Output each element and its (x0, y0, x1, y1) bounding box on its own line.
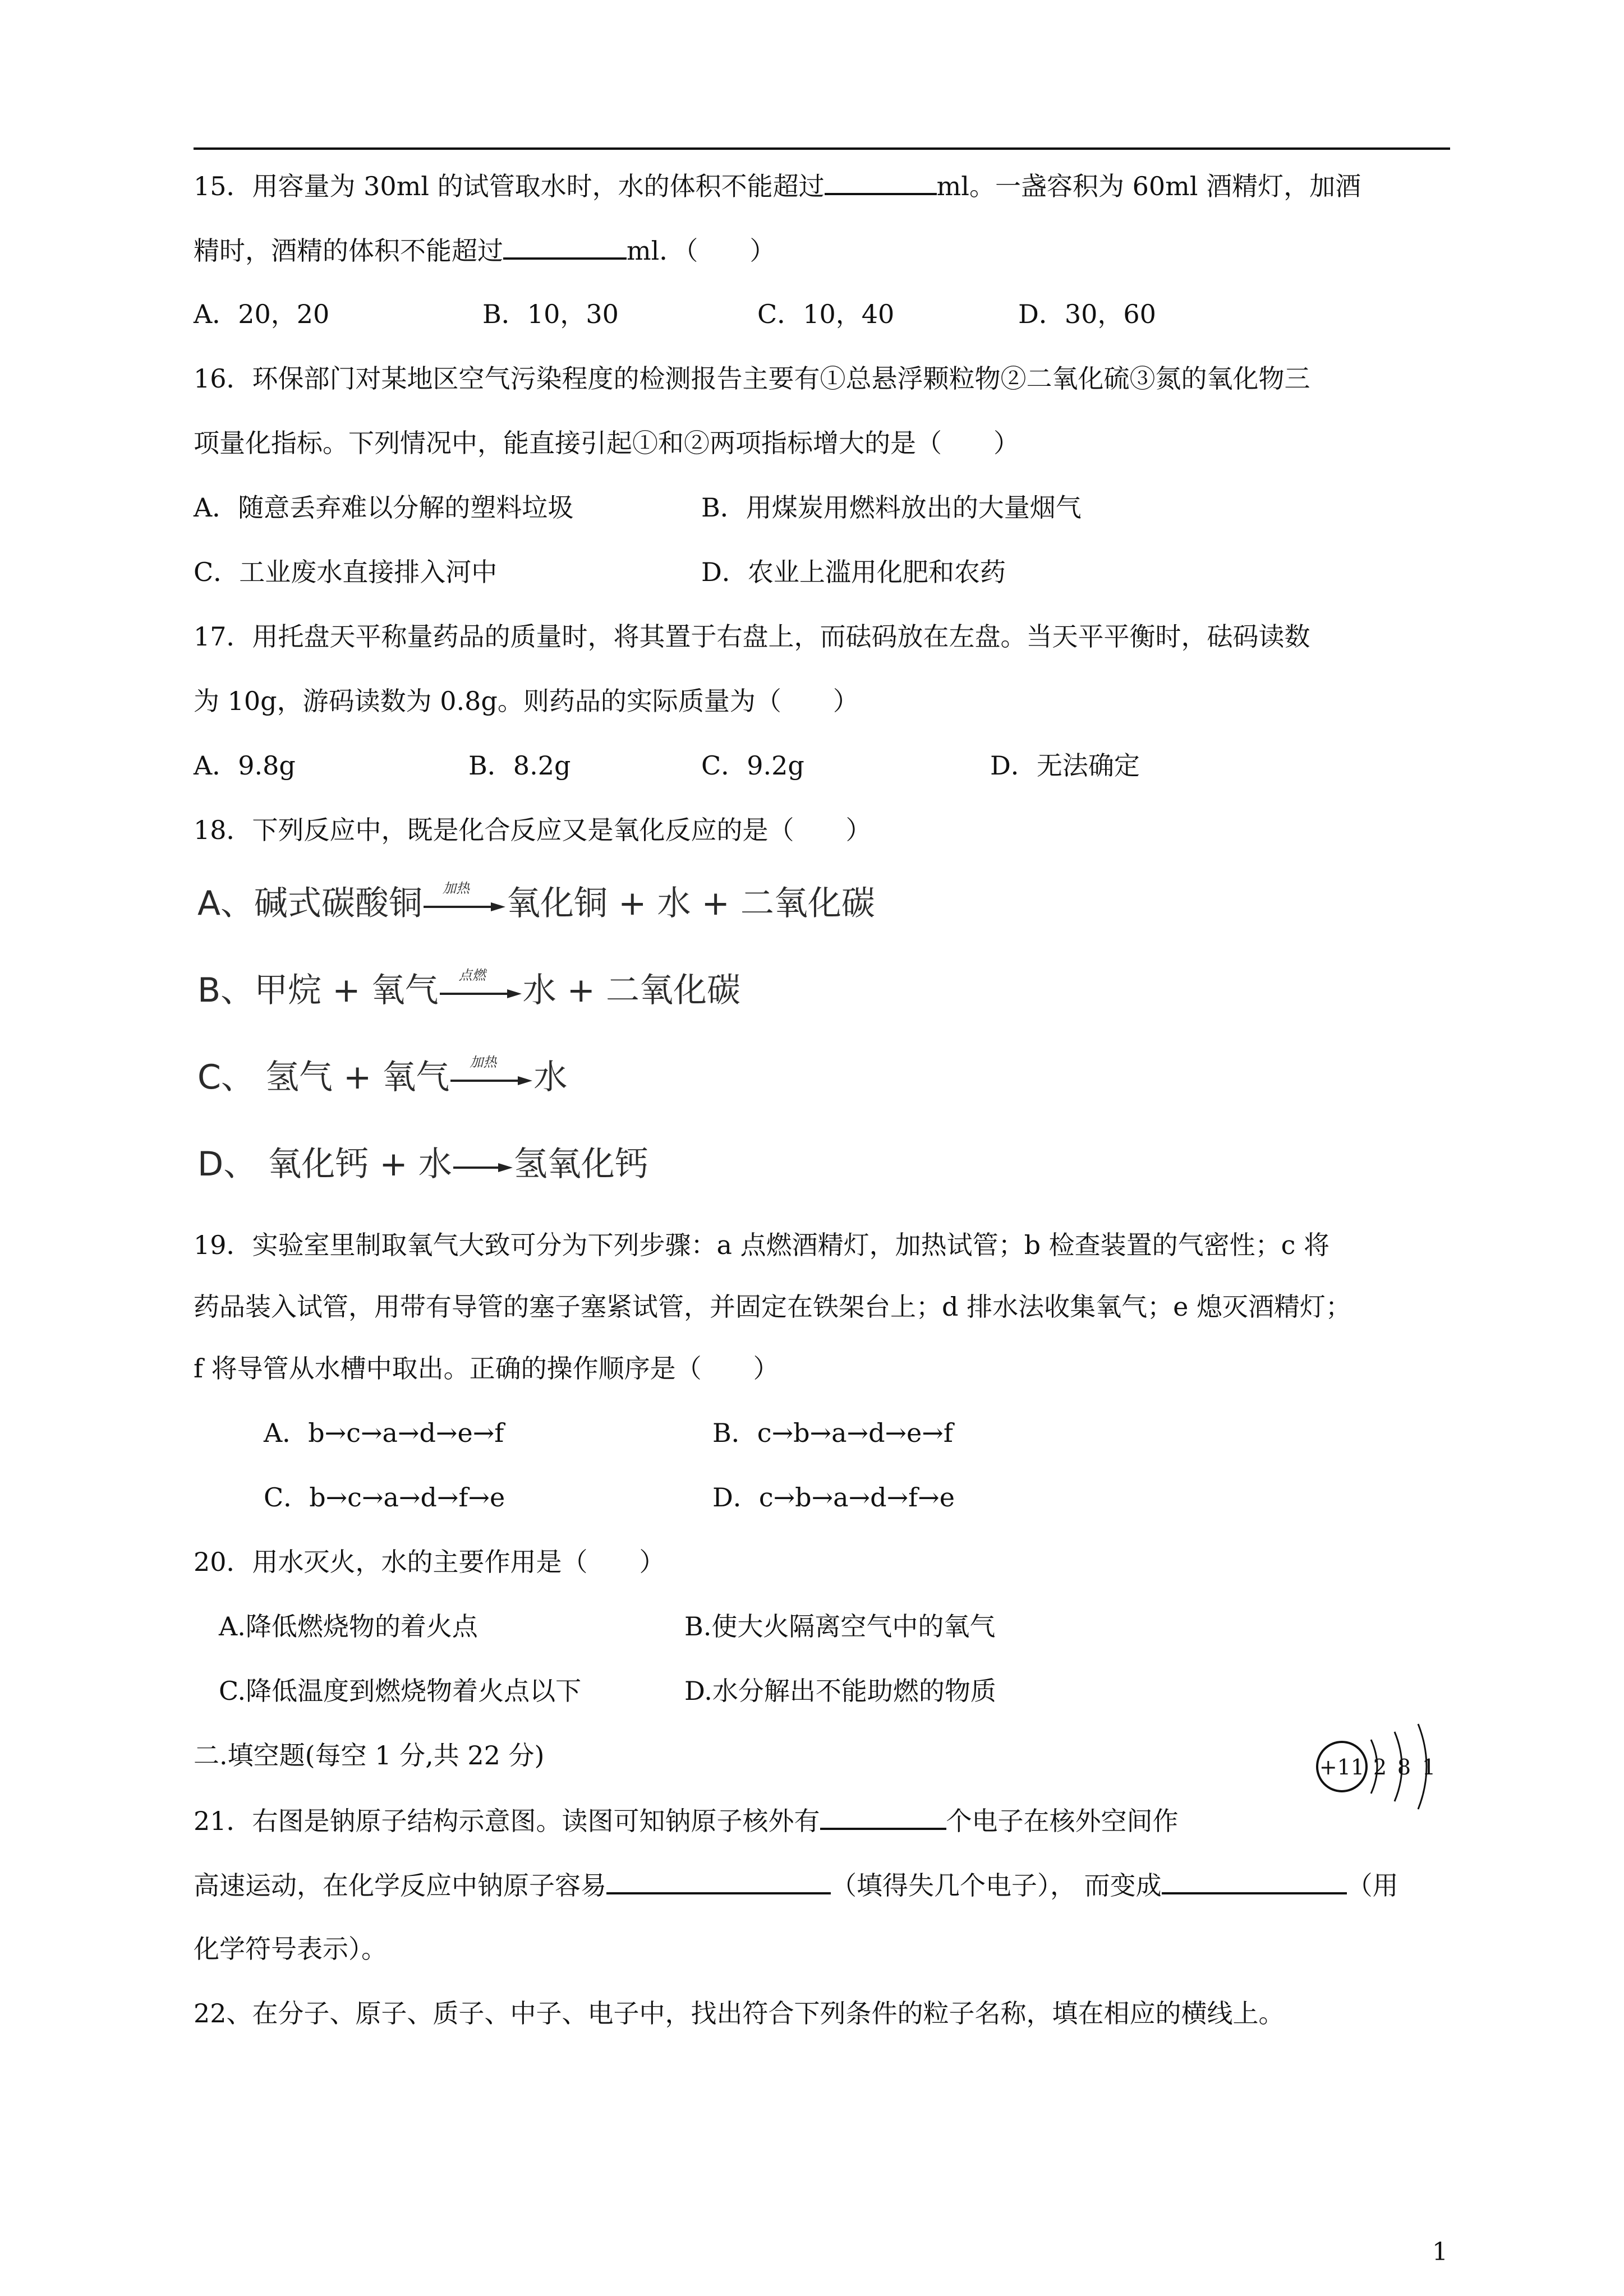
q15-option-d[interactable]: D．30，60 (1018, 299, 1156, 329)
nucleus-charge: +11 (1319, 1755, 1365, 1779)
reaction-d-reactants: D、 氧化钙 + 水 (197, 1145, 452, 1184)
q18-reaction-a[interactable] (197, 880, 875, 924)
reaction-a-products: 氧化铜 + 水 + 二氧化碳 (507, 884, 875, 923)
q21-blank-2[interactable] (606, 1868, 831, 1894)
q20-option-c[interactable]: C.降低温度到燃烧物着火点以下 (219, 1676, 582, 1706)
q16-option-c[interactable]: C．工业废水直接排入河中 (194, 557, 498, 587)
q19-option-b[interactable]: B．c→b→a→d→e→f (712, 1418, 953, 1448)
arrow-icon (452, 1163, 514, 1172)
q22-line: 22、在分子、原子、质子、中子、电子中，找出符合下列条件的粒子名称，填在相应的横线上。 (194, 1998, 1285, 2028)
sodium-atom-diagram (1313, 1699, 1447, 1823)
q19-option-d[interactable]: D．c→b→a→d→f→e (712, 1482, 955, 1513)
q20-option-b[interactable]: B.使大火隔离空气中的氧气 (684, 1611, 996, 1642)
q15-option-c[interactable]: C．10，40 (757, 299, 895, 329)
q15-line1 (194, 168, 1361, 203)
q21-text-e: （用 (1346, 1870, 1398, 1901)
q15-option-a[interactable]: A．20，20 (194, 299, 330, 329)
shell-2-count: 8 (1397, 1755, 1411, 1779)
q18-reaction-d[interactable] (197, 1144, 648, 1184)
q16-option-b[interactable]: B．用煤炭用燃料放出的大量烟气 (701, 492, 1082, 523)
heat-arrow (422, 880, 507, 924)
q21-line3: 化学符号表示）。 (194, 1934, 387, 1964)
q21-text-a: 21．右图是钠原子结构示意图。读图可知钠原子核外有 (194, 1806, 820, 1836)
q16-option-a[interactable]: A．随意丢弃难以分解的塑料垃圾 (194, 492, 574, 523)
q15-option-b[interactable]: B．10，30 (482, 299, 619, 329)
q21-blank-3[interactable] (1162, 1868, 1347, 1894)
q21-text-d: （填得失几个电子）， 而变成 (831, 1870, 1162, 1901)
q19-line3: f 将导管从水槽中取出。正确的操作顺序是（ ） (194, 1353, 779, 1384)
arrow-condition: 点燃 (458, 967, 486, 983)
q17-option-c[interactable]: C．9.2g (701, 750, 804, 781)
q15-blank-1[interactable] (825, 168, 937, 195)
q19-option-c[interactable]: C．b→c→a→d→f→e (264, 1482, 505, 1513)
section-heading: 二.填空题(每空 1 分,共 22 分) (194, 1740, 545, 1771)
ignite-arrow (439, 967, 523, 1011)
arrow-icon (422, 902, 507, 911)
reaction-c-reactants: C、 氢气 + 氧气 (197, 1058, 450, 1097)
q17-option-a[interactable]: A．9.8g (194, 750, 296, 781)
plain-arrow (452, 1144, 514, 1184)
q19-line1: 19．实验室里制取氧气大致可分为下列步骤：a 点燃酒精灯，加热试管；b 检查装置的气密性；c 将 (194, 1230, 1330, 1260)
q19-option-a[interactable]: A．b→c→a→d→e→f (264, 1418, 504, 1448)
q16-option-d[interactable]: D．农业上滥用化肥和农药 (701, 557, 1006, 587)
page-number: 1 (1432, 2238, 1448, 2266)
q15-text-a: 15．用容量为 30ml 的试管取水时，水的体积不能超过 (194, 171, 825, 201)
q15-text-c: 精时，酒精的体积不能超过 (194, 236, 503, 266)
reaction-b-reactants: B、甲烷 + 氧气 (197, 971, 439, 1010)
q20-option-d[interactable]: D.水分解出不能助燃的物质 (684, 1676, 996, 1706)
q20-option-a[interactable]: A.降低燃烧物的着火点 (219, 1611, 478, 1642)
arrow-condition: 加热 (470, 1054, 497, 1070)
q21-text-b: 个电子在核外空间作 (946, 1806, 1179, 1836)
reaction-b-products: 水 + 二氧化碳 (522, 971, 741, 1010)
q19-line2: 药品装入试管，用带有导管的塞子塞紧试管，并固定在铁架台上；d 排水法收集氧气；e 熄灭酒精灯； (194, 1292, 1351, 1322)
header-rule (194, 147, 1450, 150)
arrow-icon (439, 989, 523, 998)
q15-text-b: ml。一盏容积为 60ml 酒精灯，加酒 (936, 171, 1361, 201)
arrow-icon (449, 1076, 533, 1085)
q17-option-d[interactable]: D．无法确定 (990, 750, 1140, 781)
q17-option-b[interactable]: B．8.2g (468, 750, 571, 781)
shell-1-count: 2 (1373, 1755, 1387, 1779)
q20-stem: 20．用水灭火，水的主要作用是（ ） (194, 1547, 665, 1577)
q18-reaction-c[interactable] (197, 1054, 568, 1098)
q17-line1: 17．用托盘天平称量药品的质量时，将其置于右盘上，而砝码放在左盘。当天平平衡时，砝码读数 (194, 621, 1310, 652)
q21-blank-1[interactable] (820, 1803, 946, 1830)
shell-3-count: 1 (1421, 1755, 1436, 1779)
reaction-a-reactants: A、碱式碳酸铜 (197, 884, 423, 923)
reaction-d-products: 氢氧化钙 (513, 1145, 648, 1184)
q21-line2 (194, 1868, 1398, 1902)
q15-line2 (194, 233, 775, 268)
q16-line1: 16．环保部门对某地区空气污染程度的检测报告主要有①总悬浮颗粒物②二氧化硫③氮的氧化物三 (194, 363, 1310, 394)
q18-stem: 18．下列反应中，既是化合反应又是氧化反应的是（ ） (194, 815, 872, 845)
q21-line1 (194, 1803, 1179, 1838)
q18-reaction-b[interactable] (197, 967, 741, 1011)
q15-blank-2[interactable] (503, 233, 627, 260)
q21-text-c: 高速运动，在化学反应中钠原子容易 (194, 1870, 606, 1901)
q15-text-d: ml．（ ） (627, 236, 776, 266)
reaction-c-products: 水 (533, 1058, 568, 1097)
q16-line2: 项量化指标。下列情况中，能直接引起①和②两项指标增大的是（ ） (194, 428, 1019, 458)
arrow-condition: 加热 (443, 880, 470, 896)
heat-arrow (449, 1054, 533, 1098)
q17-line2: 为 10g，游码读数为 0.8g。则药品的实际质量为（ ） (194, 686, 859, 716)
